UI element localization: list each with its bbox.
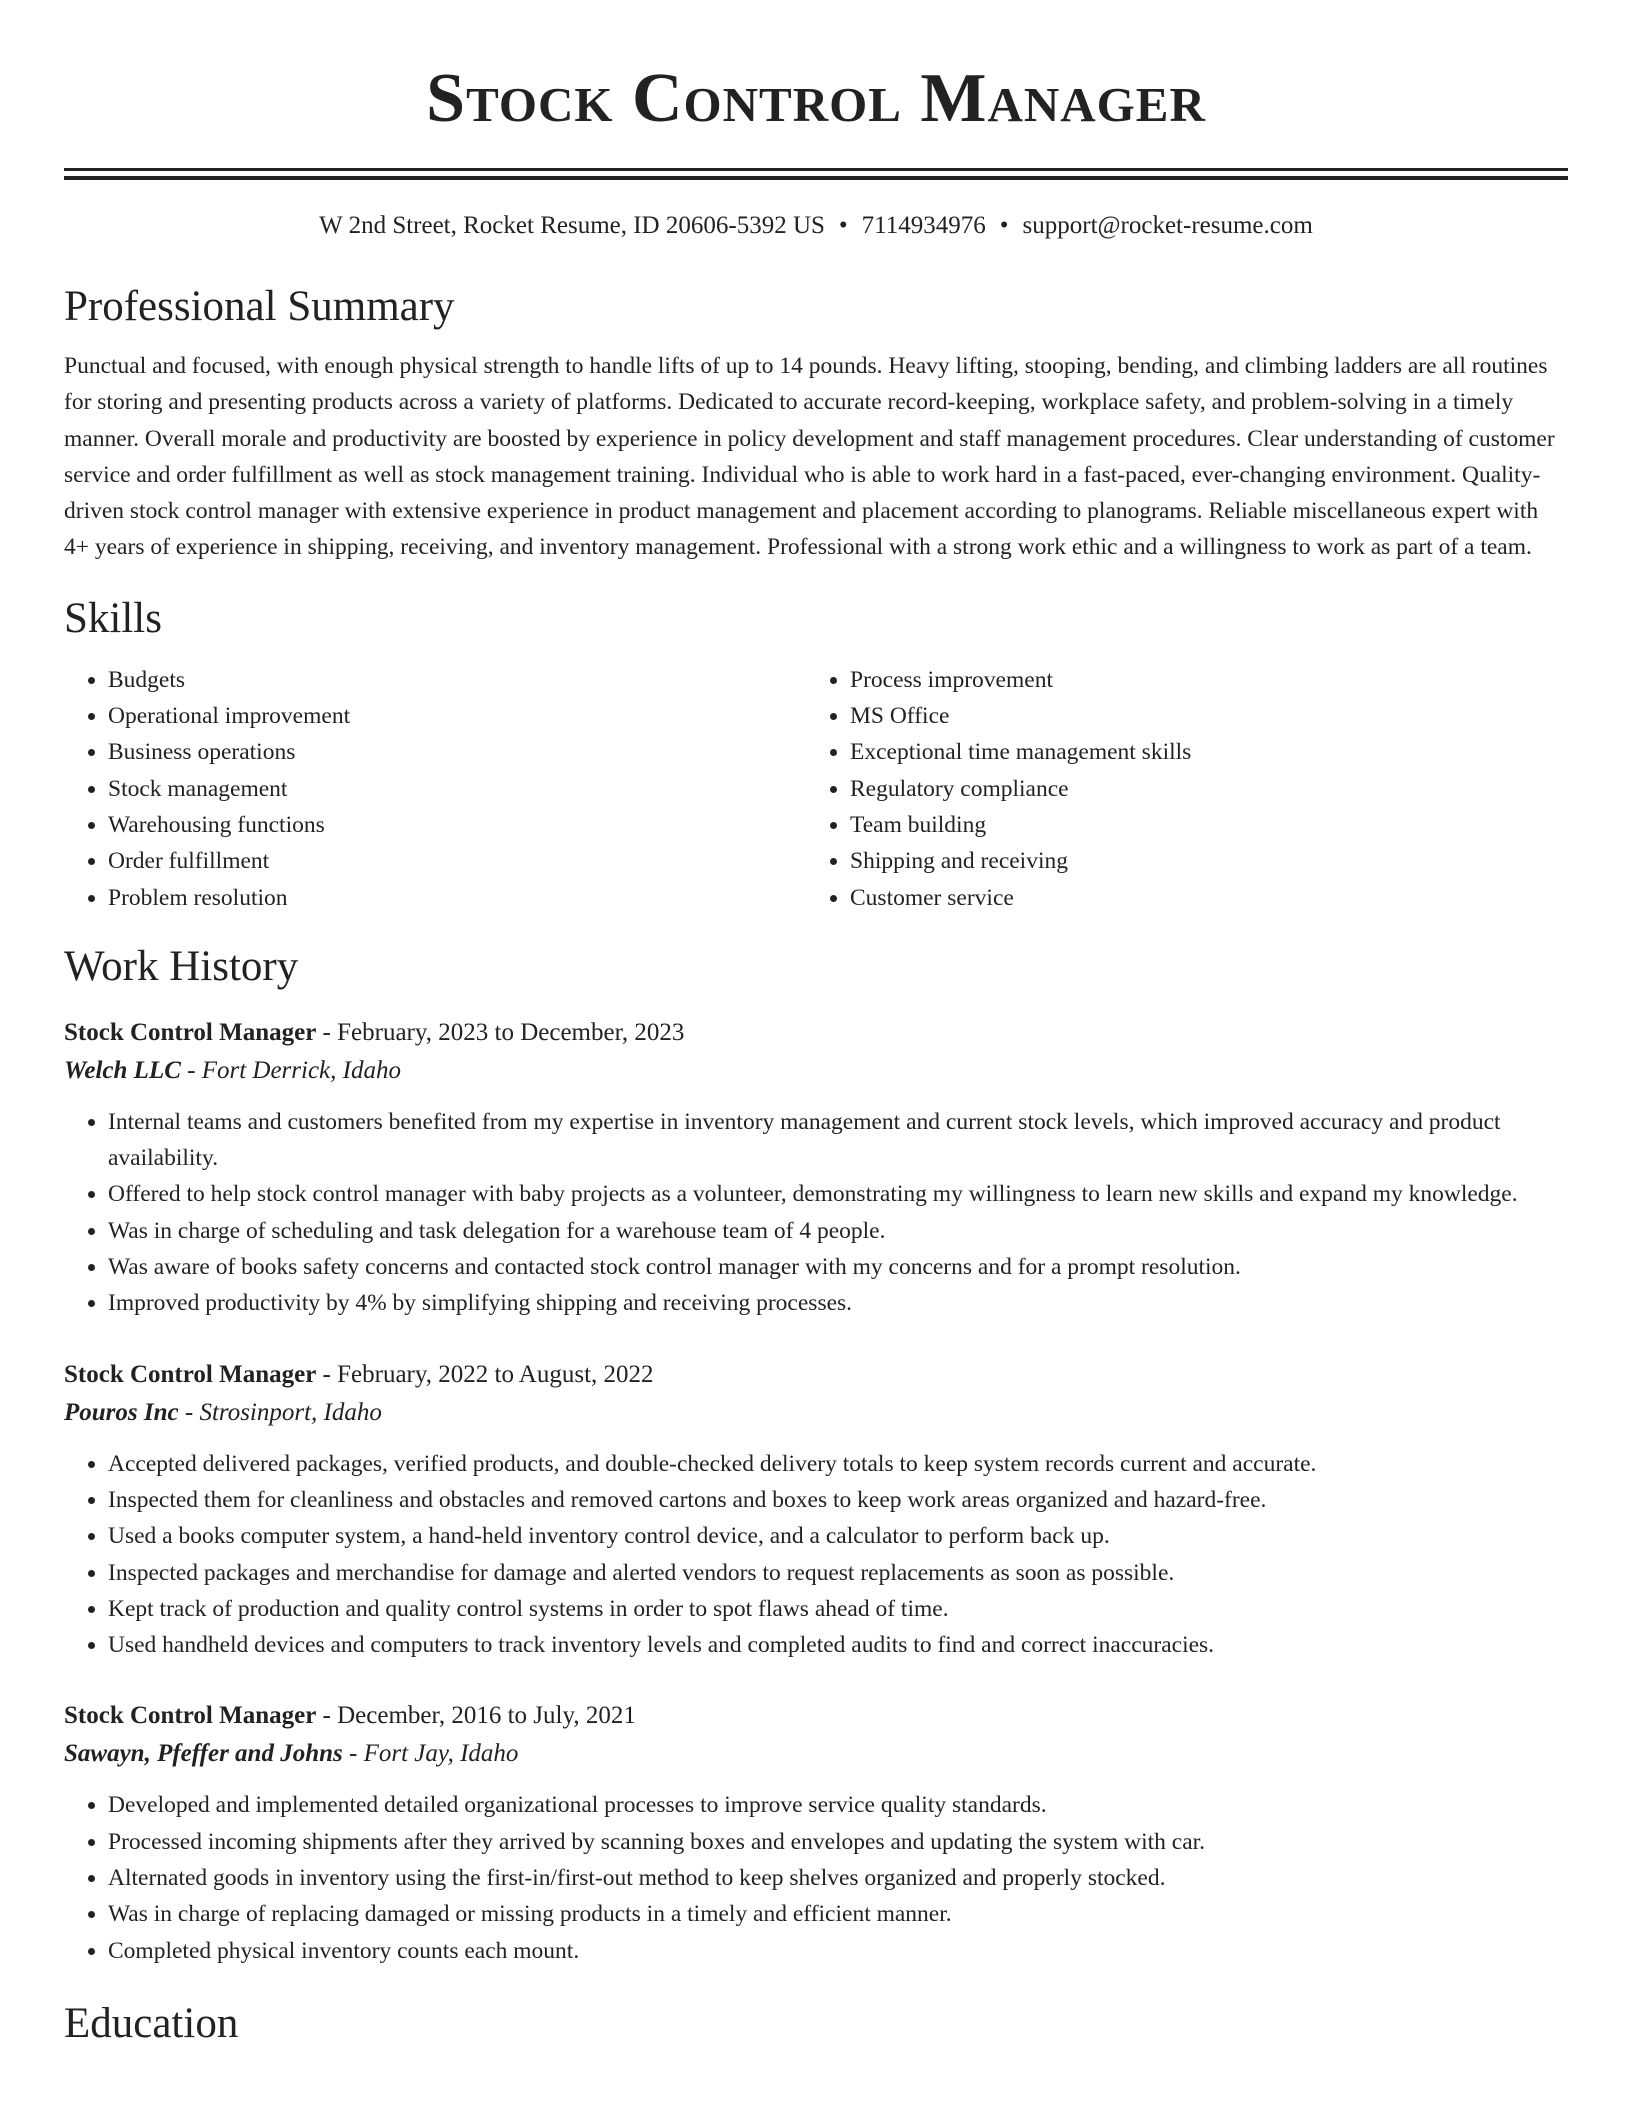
education-heading: Education xyxy=(64,1999,239,2047)
skill-item: • Order fulfillment xyxy=(108,843,806,879)
job-company: Welch LLC xyxy=(64,1056,181,1084)
job-bullets xyxy=(64,1104,1568,1322)
contact-phone: 7114934976 xyxy=(861,212,986,239)
contact-separator: • xyxy=(999,212,1009,239)
job-bullet: • Inspected packages and merchandise for damage and alerted vendors to request replacements as soon as possible. xyxy=(108,1555,1568,1591)
job-title-line xyxy=(64,1697,1568,1735)
job-title-line xyxy=(64,1014,1568,1052)
job-entry xyxy=(64,1356,1568,1664)
job-title: Stock Control Manager xyxy=(64,1702,317,1730)
summary-text: Punctual and focused, with enough physical strength to handle lifts of up to 14 pounds. Heavy lifting, stooping, bending, and climbing ladders are all routines for storing and presenting products across a variety of platforms. Dedicated to accurate record-keeping, workplace safety, and problem-solving in a timely manner. Overall morale and productivity are boosted by experience in policy development and staff management procedures. Clear understanding of customer service and order fulfillment as well as stock management training. Individual who is able to work hard in a fast-paced, ever-changing environment. Quality-driven stock control manager with extensive experience in product management and placement according to planograms. Reliable miscellaneous expert with 4+ years of experience in shipping, receiving, and inventory management. Professional with a strong work ethic and a willingness to work as part of a team. xyxy=(64,353,1555,561)
job-bullet: • Was in charge of replacing damaged or missing products in a timely and efficient manner. xyxy=(108,1896,1568,1932)
job-title-line xyxy=(64,1356,1568,1394)
job-entry xyxy=(64,1697,1568,1968)
contact-address: W 2nd Street, Rocket Resume, ID 20606-5392 US xyxy=(319,212,825,239)
resume-page xyxy=(64,0,1568,2049)
skill-item: • Problem resolution xyxy=(108,880,806,916)
job-dates: - February, 2022 to August, 2022 xyxy=(322,1360,654,1388)
job-company: Pouros Inc xyxy=(64,1398,179,1426)
job-bullets xyxy=(64,1446,1568,1664)
job-company-line xyxy=(64,1735,1568,1773)
job-title: Stock Control Manager xyxy=(64,1018,317,1046)
skill-item: • Business operations xyxy=(108,734,806,770)
title-rule-top xyxy=(64,168,1568,171)
skills-column-right xyxy=(806,662,1548,916)
work-history-heading: Work History xyxy=(64,942,299,990)
skill-item: • Budgets xyxy=(108,662,806,698)
title-rule-bottom xyxy=(64,176,1568,180)
job-dates: - December, 2016 to July, 2021 xyxy=(322,1702,636,1730)
job-bullet: • Improved productivity by 4% by simplifying shipping and receiving processes. xyxy=(108,1285,1568,1321)
contact-line xyxy=(64,210,1568,242)
job-company: Sawayn, Pfeffer and Johns xyxy=(64,1740,343,1768)
skill-item: • Exceptional time management skills xyxy=(850,734,1548,770)
contact-email[interactable]: support@rocket-resume.com xyxy=(1022,212,1313,239)
skill-item: • Shipping and receiving xyxy=(850,843,1548,879)
job-bullet: • Developed and implemented detailed organizational processes to improve service quality standards. xyxy=(108,1787,1568,1823)
job-dates: - February, 2023 to December, 2023 xyxy=(322,1018,685,1046)
job-bullet: • Offered to help stock control manager with baby projects as a volunteer, demonstrating my willingness to learn new skills and expand my knowledge. xyxy=(108,1176,1568,1212)
job-bullet: • Used a books computer system, a hand-held inventory control device, and a calculator to perform back up. xyxy=(108,1518,1568,1554)
job-bullet: • Was in charge of scheduling and task delegation for a warehouse team of 4 people. xyxy=(108,1213,1568,1249)
skill-item: • Stock management xyxy=(108,771,806,807)
job-bullet: • Processed incoming shipments after they arrived by scanning boxes and envelopes and updating the system with car. xyxy=(108,1824,1568,1860)
job-location: - Fort Derrick, Idaho xyxy=(187,1056,401,1084)
job-location: - Strosinport, Idaho xyxy=(184,1398,382,1426)
job-bullet: • Internal teams and customers benefited from my expertise in inventory management and current stock levels, which improved accuracy and product availability. xyxy=(108,1104,1568,1177)
job-location: - Fort Jay, Idaho xyxy=(349,1740,519,1768)
job-bullet: • Inspected them for cleanliness and obstacles and removed cartons and boxes to keep work areas organized and hazard-free. xyxy=(108,1482,1568,1518)
skill-item: • Process improvement xyxy=(850,662,1548,698)
skill-item: • Team building xyxy=(850,807,1548,843)
skills-list xyxy=(64,662,1568,916)
job-bullet: • Was aware of books safety concerns and contacted stock control manager with my concerns and for a prompt resolution. xyxy=(108,1249,1568,1285)
skill-item: • MS Office xyxy=(850,698,1548,734)
skill-item: • Customer service xyxy=(850,880,1548,916)
skill-item: • Regulatory compliance xyxy=(850,771,1548,807)
job-bullet: • Kept track of production and quality control systems in order to spot flaws ahead of time. xyxy=(108,1591,1568,1627)
job-bullet: • Completed physical inventory counts each mount. xyxy=(108,1933,1568,1969)
skills-heading: Skills xyxy=(64,594,162,642)
job-bullet: • Used handheld devices and computers to track inventory levels and completed audits to find and correct inaccuracies. xyxy=(108,1627,1568,1663)
job-company-line xyxy=(64,1052,1568,1090)
job-bullet: • Accepted delivered packages, verified products, and double-checked delivery totals to keep system records current and accurate. xyxy=(108,1446,1568,1482)
job-bullet: • Alternated goods in inventory using the first-in/first-out method to keep shelves organized and properly stocked. xyxy=(108,1860,1568,1896)
job-bullets xyxy=(64,1787,1568,1968)
skill-item: • Operational improvement xyxy=(108,698,806,734)
job-entry xyxy=(64,1014,1568,1322)
skill-item: • Warehousing functions xyxy=(108,807,806,843)
contact-separator: • xyxy=(838,212,848,239)
job-company-line xyxy=(64,1394,1568,1432)
skills-column-left xyxy=(64,662,806,916)
summary-heading: Professional Summary xyxy=(64,283,455,330)
job-title: Stock Control Manager xyxy=(64,1360,317,1388)
page-title: Stock Control Manager xyxy=(426,60,1206,137)
